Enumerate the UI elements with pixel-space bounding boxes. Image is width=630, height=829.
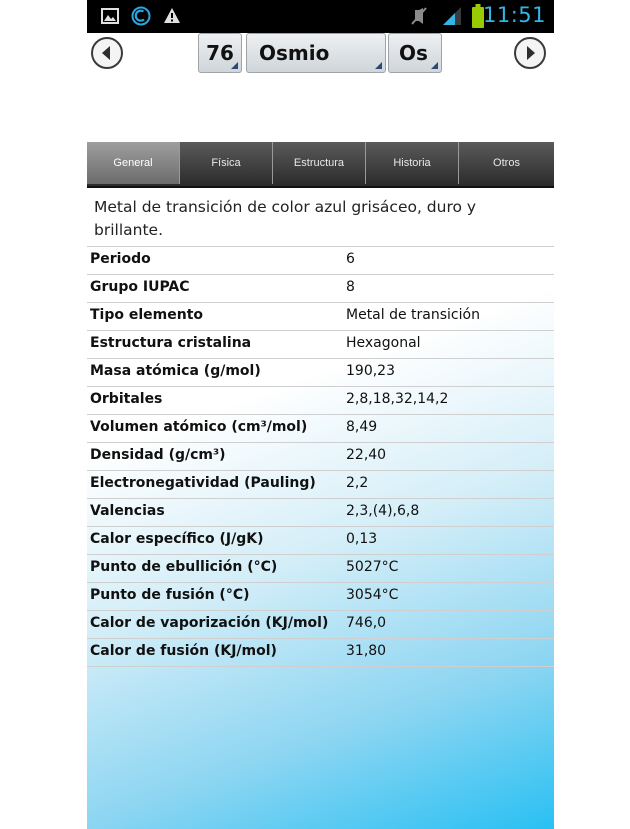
property-label: Valencias	[90, 503, 165, 519]
property-value: 2,3,(4),6,8	[346, 503, 420, 519]
property-label: Calor de vaporización (KJ/mol)	[90, 615, 329, 631]
property-label: Punto de fusión (°C)	[90, 587, 250, 603]
spinner-corner-icon	[375, 62, 382, 69]
properties-table	[87, 246, 554, 667]
table-row	[87, 302, 554, 330]
property-label: Calor específico (J/gK)	[90, 531, 264, 547]
tab-bar	[87, 142, 554, 188]
element-name-spinner[interactable]	[246, 33, 386, 73]
property-label: Masa atómica (g/mol)	[90, 363, 261, 379]
tab-fisica[interactable]: Física	[180, 142, 273, 184]
property-value: 8,49	[346, 419, 378, 435]
table-row	[87, 358, 554, 386]
element-description: Metal de transición de color azul grisáceo, duro y brillante.	[94, 198, 477, 239]
property-value: 190,23	[346, 363, 395, 379]
table-row	[87, 330, 554, 358]
element-name: Osmio	[259, 41, 330, 65]
previous-element-button[interactable]	[91, 37, 123, 69]
property-label: Volumen atómico (cm³/mol)	[90, 419, 308, 435]
atomic-number-spinner[interactable]	[198, 33, 242, 73]
property-label: Electronegatividad (Pauling)	[90, 475, 316, 491]
property-label: Calor de fusión (KJ/mol)	[90, 643, 277, 659]
property-label: Punto de ebullición (°C)	[90, 559, 278, 575]
symbol-spinner[interactable]	[388, 33, 442, 73]
property-value: 6	[346, 251, 355, 267]
table-row	[87, 554, 554, 582]
table-row	[87, 470, 554, 498]
table-row	[87, 386, 554, 414]
property-value: 2,2	[346, 475, 369, 491]
mute-icon	[409, 6, 429, 26]
sync-icon	[131, 6, 151, 26]
spinner-corner-icon	[431, 62, 438, 69]
status-bar	[87, 0, 554, 33]
table-row	[87, 526, 554, 554]
property-value: 22,40	[346, 447, 387, 463]
tab-historia[interactable]: Historia	[366, 142, 459, 184]
element-navigation	[87, 33, 554, 75]
atomic-number: 76	[206, 41, 234, 65]
property-value: 5027°C	[346, 559, 399, 575]
tab-otros[interactable]: Otros	[493, 157, 520, 169]
table-row	[87, 274, 554, 302]
table-row	[87, 582, 554, 610]
property-value: Metal de transición	[346, 307, 480, 323]
table-row	[87, 414, 554, 442]
property-value: 2,8,18,32,14,2	[346, 391, 449, 407]
table-row	[87, 610, 554, 638]
element-symbol: Os	[399, 41, 428, 65]
property-label: Orbitales	[90, 391, 163, 407]
table-row	[87, 246, 554, 274]
property-value: 0,13	[346, 531, 378, 547]
image-icon	[101, 8, 119, 24]
property-value: 746,0	[346, 615, 387, 631]
chevron-left-icon	[93, 39, 121, 67]
property-label: Estructura cristalina	[90, 335, 252, 351]
table-row	[87, 442, 554, 470]
spinner-corner-icon	[231, 62, 238, 69]
status-time: 11:51	[482, 3, 546, 27]
warning-icon	[163, 7, 181, 24]
table-row	[87, 638, 554, 667]
general-panel	[87, 188, 554, 829]
app-screen	[87, 0, 554, 829]
property-value: Hexagonal	[346, 335, 421, 351]
tab-estructura[interactable]: Estructura	[273, 142, 366, 184]
table-row	[87, 498, 554, 526]
property-value: 8	[346, 279, 355, 295]
next-element-button[interactable]	[514, 37, 546, 69]
tab-general[interactable]: General	[87, 142, 180, 184]
signal-icon	[441, 6, 463, 26]
chevron-right-icon	[516, 39, 544, 67]
property-label: Grupo IUPAC	[90, 279, 190, 295]
property-label: Densidad (g/cm³)	[90, 447, 226, 463]
property-value: 31,80	[346, 643, 387, 659]
property-label: Tipo elemento	[90, 307, 204, 323]
property-value: 3054°C	[346, 587, 399, 603]
property-label: Periodo	[90, 251, 151, 267]
